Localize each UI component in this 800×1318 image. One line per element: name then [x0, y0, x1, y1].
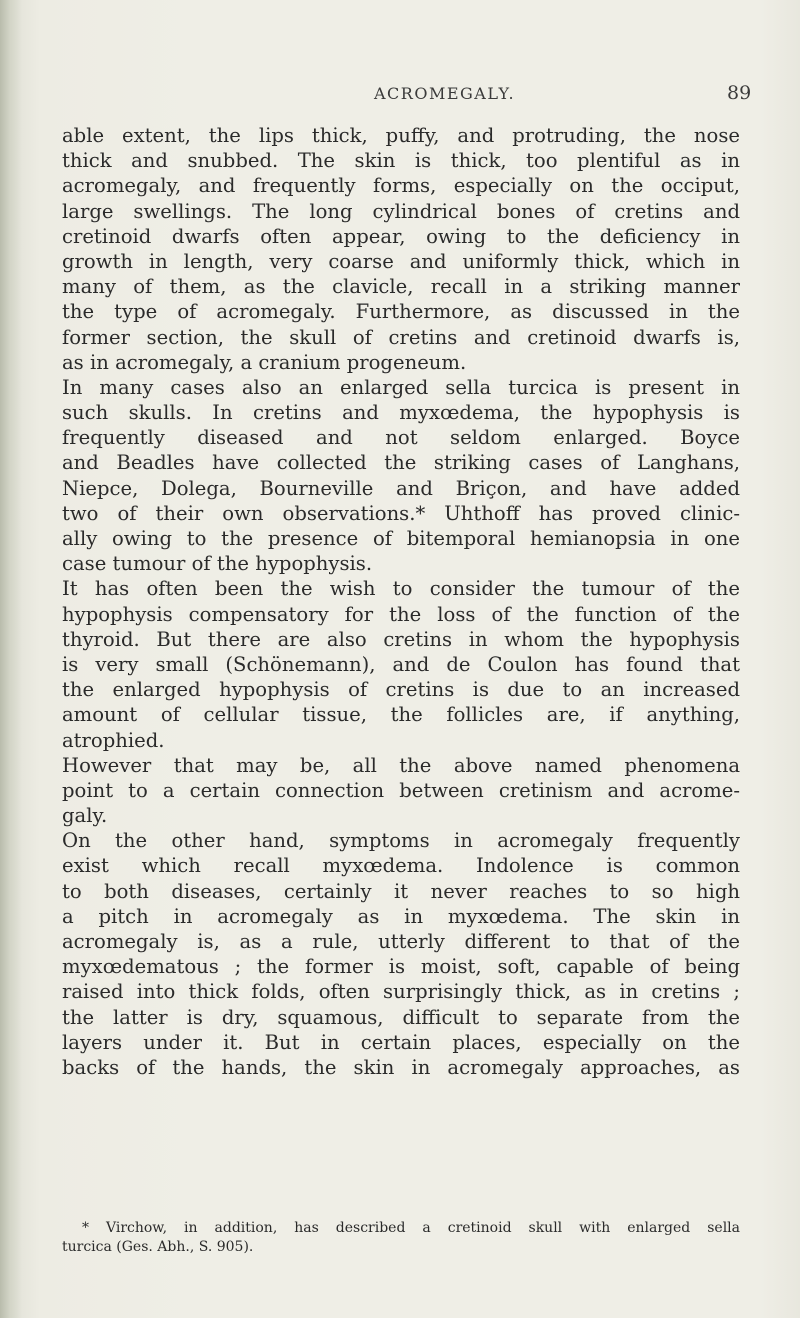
- text-line: the type of acromegaly. Furthermore, as discussed in the: [62, 300, 740, 324]
- footnote-line: * Virchow, in addition, has described a cretinoid skull with enlarged sella: [82, 1220, 740, 1236]
- running-head: [0, 84, 800, 114]
- text-line: as in acromegaly, a cranium progeneum.: [62, 350, 467, 374]
- text-line: able extent, the lips thick, puffy, and protruding, the nose: [62, 124, 740, 147]
- text-line: backs of the hands, the skin in acromegaly approaches, as: [62, 1055, 740, 1079]
- text-line: former section, the skull of cretins and cretinoid dwarfs is,: [62, 325, 740, 349]
- text-line: layers under it. But in certain places, especially on the: [62, 1030, 740, 1054]
- text-line: On the other hand, symptoms in acromegaly frequently: [62, 829, 740, 853]
- text-line: to both diseases, certainly it never reaches to so high: [62, 879, 740, 903]
- text-line: raised into thick folds, often surprisingly thick, as in cretins ;: [62, 980, 740, 1004]
- text-line: many of them, as the clavicle, recall in a striking manner: [62, 275, 740, 299]
- text-line: myxœdematous ; the former is moist, soft, capable of being: [62, 955, 740, 979]
- text-line: is very small (Schönemann), and de Coulon has found that: [62, 652, 740, 676]
- running-head-title: ACROMEGALY.: [374, 84, 516, 103]
- body-text: [62, 123, 740, 1080]
- text-line: a pitch in acromegaly as in myxœdema. The skin in: [62, 904, 740, 928]
- text-line: galy.: [62, 804, 108, 828]
- text-line: exist which recall myxœdema. Indolence is common: [62, 854, 740, 878]
- footnote-line: turcica (Ges. Abh., S. 905).: [62, 1239, 254, 1255]
- text-line: amount of cellular tissue, the follicles are, if anything,: [62, 703, 740, 727]
- text-line: growth in length, very coarse and uniformly thick, which in: [62, 249, 740, 273]
- page-number: 89: [727, 82, 752, 104]
- text-line: acromegaly, and frequently forms, especially on the occiput,: [62, 174, 740, 198]
- text-line: acromegaly is, as a rule, utterly different to that of the: [62, 930, 740, 953]
- text-line: point to a certain connection between cretinism and acrome-: [62, 778, 740, 802]
- text-line: ally owing to the presence of bitemporal hemianopsia in one: [62, 527, 740, 550]
- text-line: In many cases also an enlarged sella turcica is present in: [62, 375, 740, 399]
- text-line: the enlarged hypophysis of cretins is due to an increased: [62, 678, 740, 702]
- text-line: the latter is dry, squamous, difficult to separate from the: [62, 1005, 740, 1029]
- text-line: hypophysis compensatory for the loss of the function of the: [62, 602, 740, 626]
- text-line: two of their own observations.* Uhthoff has proved clinic-: [62, 501, 740, 525]
- text-line: cretinoid dwarfs often appear, owing to the deficiency in: [62, 224, 740, 248]
- text-line: such skulls. In cretins and myxœdema, the hypophysis is: [62, 401, 740, 425]
- text-line: However that may be, all the above named phenomena: [62, 753, 740, 777]
- text-line: thyroid. But there are also cretins in whom the hypophysis: [62, 627, 740, 651]
- text-line: frequently diseased and not seldom enlarged. Boyce: [62, 426, 740, 450]
- page-gutter-shadow: [0, 0, 22, 1318]
- text-line: case tumour of the hypophysis.: [62, 552, 373, 576]
- text-line: Niepce, Dolega, Bourneville and Briçon, and have added: [62, 476, 740, 500]
- text-line: atrophied.: [62, 728, 165, 752]
- text-line: large swellings. The long cylindrical bones of cretins and: [62, 199, 740, 223]
- text-line: thick and snubbed. The skin is thick, too plentiful as in: [62, 149, 740, 173]
- footnote: [62, 1219, 740, 1257]
- text-line: It has often been the wish to consider the tumour of the: [62, 577, 740, 601]
- text-line: and Beadles have collected the striking cases of Langhans,: [62, 451, 740, 475]
